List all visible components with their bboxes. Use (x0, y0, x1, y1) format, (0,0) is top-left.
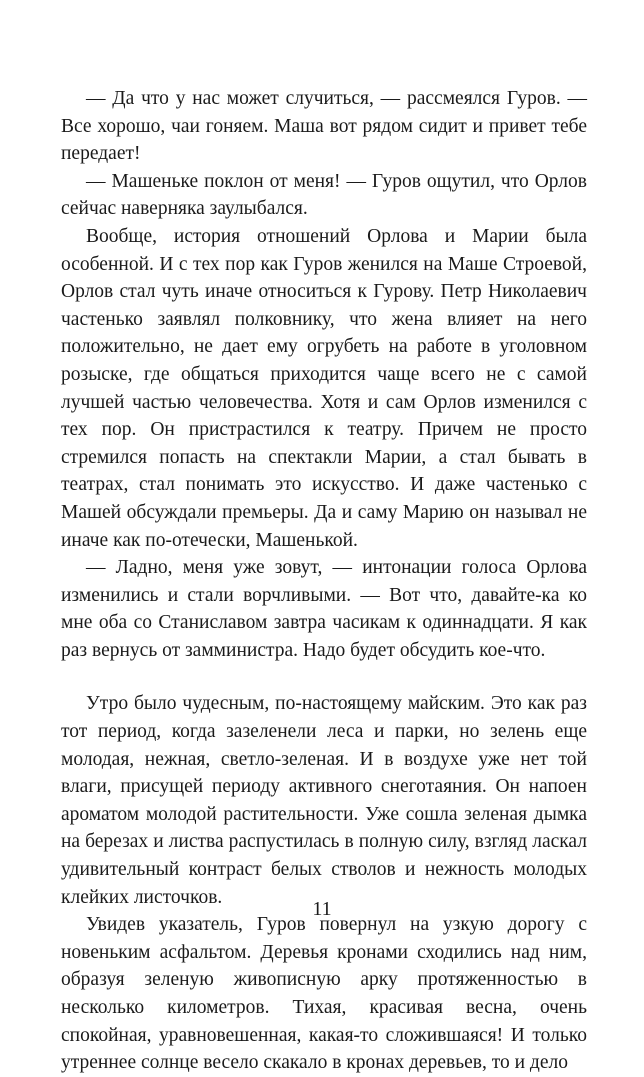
paragraph: Увидев указатель, Гуров повернул на узкую дорогу с новеньким асфальтом. Деревья кронами сходились над ним, образуя зеленую живописную арку протяженностью в несколько километров. Тихая, красивая весна, очень спокойная, уравновешенная, какая-то сложившаяся! И только утреннее солнце весело скакало в кронах деревьев, то и дело (61, 914, 587, 1074)
paragraph: — Да что у нас может случиться, — рассмеялся Гуров. — Все хорошо, чаи гоняем. Маша вот рядом сидит и привет тебе передает! (61, 88, 587, 165)
page-number: 11 (312, 898, 332, 920)
paragraph: Утро было чудесным, по-настоящему майским. Это как раз тот период, когда зазеленели леса и парки, но зелень еще молодая, нежная, светло-зеленая. И в воздухе уже нет той влаги, присущей периоду активного снеготаяния. Он напоен ароматом молодой растительности. Уже сошла зеленая дымка на березах и листва распустилась в полную силу, взгляд ласкал удивительный контраст белых стволов и нежность молодых клейких листочков. (61, 693, 587, 908)
paragraph: — Машеньке поклон от меня! — Гуров ощутил, что Орлов сейчас наверняка заулыбался. (61, 170, 587, 220)
section-break (61, 664, 587, 690)
paragraph: Вообще, история отношений Орлова и Марии была особенной. И с тех пор как Гуров женился на Маше Строевой, Орлов стал чуть иначе относиться к Гурову. Петр Николаевич частенько заявлял полковнику, что жена влияет на него положительно, не дает ему огрубеть на работе в уголовном розыске, где общаться приходится чаще всего не с самой лучшей частью человечества. Хотя и сам Орлов изменился с тех пор. Он пристрастился к театру. Причем не просто стремился попасть на спектакли Марии, а стал бывать в театрах, стал понимать это искусство. И даже частенько с Машей обсуждали премьеры. Да и саму Марию он называл не иначе как по-отечески, Машенькой. (61, 225, 587, 551)
paragraph: — Ладно, меня уже зовут, — интонации голоса Орлова изменились и стали ворчливыми. — Вот что, давайте-ка ко мне оба со Станиславом завтра часикам к одиннадцати. Я как раз вернусь от замминистра. Надо будет обсудить кое-что. (61, 557, 587, 661)
book-page-text (61, 85, 587, 1077)
